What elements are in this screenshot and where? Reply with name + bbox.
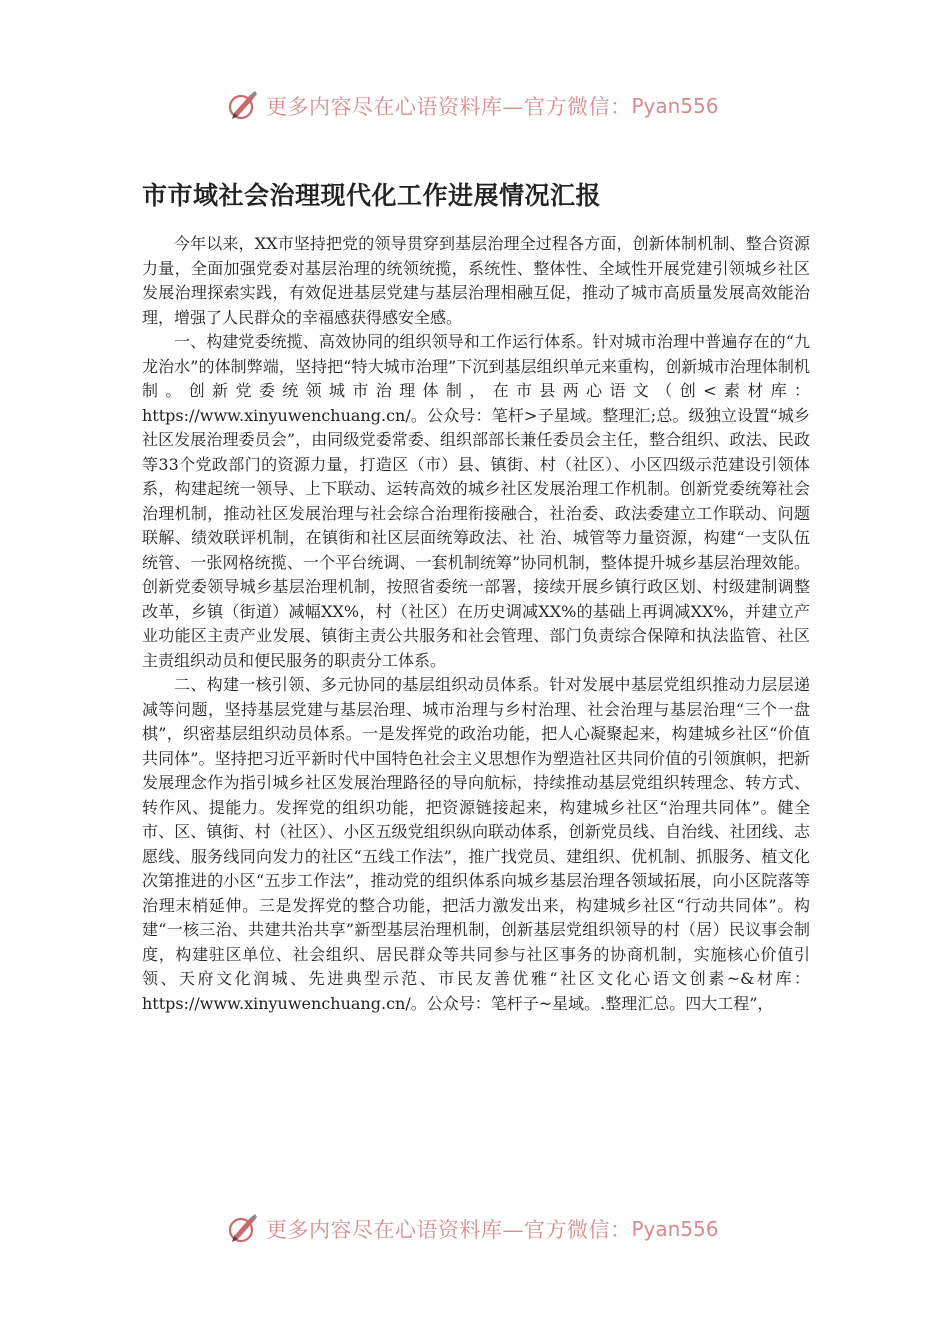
watermark-text: 更多内容尽在心语资料库—官方微信： bbox=[266, 1218, 632, 1242]
watermark-text: 更多内容尽在心语资料库—官方微信： bbox=[266, 95, 632, 119]
pen-logo-icon bbox=[226, 1212, 260, 1246]
watermark-wechat-id: Pyan556 bbox=[631, 94, 719, 118]
watermark-footer bbox=[226, 1207, 719, 1251]
paragraph-section-two: 二、构建一核引领、多元协同的基层组织动员体系。针对发展中基层党组织推动力层层递减等问题，坚持基层党建与基层治理、城市治理与乡村治理、社会治理与基层治理“三个一盘棋”，织密基层组织动员体系。一是发挥党的政治功能，把人心凝聚起来，构建城乡社区“价值共同体”。坚持把习近平新时代中国特色社会主义思想作为塑造社区共同价值的引领旗帜，把新发展理念作为指引城乡社区发展治理路径的导向航标，持续推动基层党组织转理念、转方式、转作风、提能力。发挥党的组织功能，把资源链接起来，构建城乡社区“治理共同体”。健全市、区、镇街、村（社区）、小区五级党组织纵向联动体系，创新党员线、自治线、社团线、志愿线、服务线同向发力的社区“五线工作法”，推广找党员、建组织、优机制、抓服务、植文化次第推进的小区“五步工作法”，推动党的组织体系向城乡基层治理各领域拓展，向小区院落等治理末梢延伸。三是发挥党的整合功能，把活力激发出来，构建城乡社区“行动共同体”。构建“一核三治、共建共治共享”新型基层治理机制，创新基层党组织领导的村（居）民议事会制度，构建驻区单位、社会组织、居民群众等共同参与社区事务的协商机制，实施核心价值引领、天府文化润城、先进典型示范、市民友善优雅“社区文化心语文创素~&材库：https://www.xinyuwenchuang.cn/。公众号：笔杆子~星域。.整理汇总。四大工程”， bbox=[142, 675, 810, 1013]
pen-logo-icon bbox=[226, 89, 260, 123]
watermark-wechat-id: Pyan556 bbox=[631, 1217, 719, 1241]
paragraph-section-one: 一、构建党委统揽、高效协同的组织领导和工作运行体系。针对城市治理中普遍存在的“九龙治水”的体制弊端，坚持把“特大城市治理”下沉到基层组织单元来重构，创新城市治理体制机制。创新党委统领城市治理体制，在市县两心语文（创<素材库：https://www.xinyuwenchuang.cn/。公众号：笔杆>子星域。整理汇;总。级独立设置“城乡社区发展治理委员会”，由同级党委常委、组织部部长兼任委员会主任，整合组织、政法、民政等33个党政部门的资源力量，打造区（市）县、镇街、村（社区）、小区四级示范建设引领体系，构建起统一领导、上下联动、运转高效的城乡社区发展治理工作机制。创新党委统筹社会治理机制，推动社区发展治理与社会综合治理衔接融合，社治委、政法委建立工作联动、问题联解、绩效联评机制，在镇街和社区层面统筹政法、社 治、城管等力量资源，构建“一支队伍统管、一张网格统揽、一个平台统调、一套机制统筹”协同机制，整体提升城乡基层治理效能。创新党委领导城乡基层治理机制，按照省委统一部署，接续开展乡镇行政区划、村级建制调整改革，乡镇（街道）减幅XX%，村（社区）在历史调减XX%的基础上再调减XX%，并建立产业功能区主责产业发展、镇街主责公共服务和社会管理、部门负责综合保障和执法监管、社区主责组织动员和便民服务的职责分工体系。 bbox=[142, 332, 810, 670]
document-body bbox=[142, 232, 810, 1016]
paragraph-intro: 今年以来，XX市坚持把党的领导贯穿到基层治理全过程各方面，创新体制机制、整合资源力量，全面加强党委对基层治理的统领统揽，系统性、整体性、全域性开展党建引领城乡社区发展治理探索实践，有效促进基层党建与基层治理相融互促，推动了城市高质量发展高效能治理，增强了人民群众的幸福感获得感安全感。 bbox=[142, 234, 810, 327]
watermark-header bbox=[226, 84, 719, 128]
document-title: 市市域社会治理现代化工作进展情况汇报 bbox=[142, 181, 602, 210]
